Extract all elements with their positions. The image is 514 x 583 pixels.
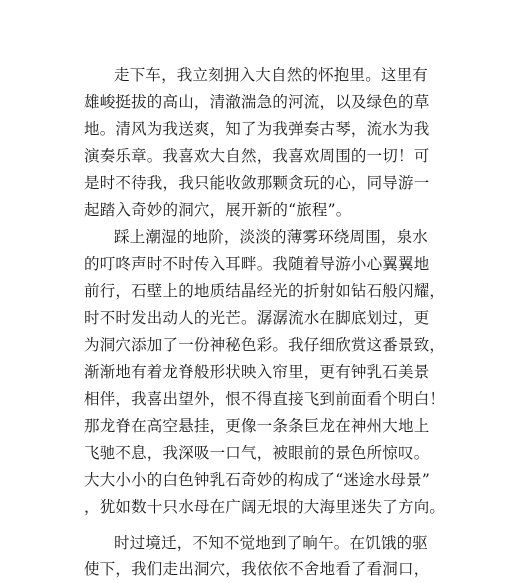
paragraph-1-line-6: 起踏入奇妙的洞穴，展开新的“旅程”。: [84, 201, 352, 219]
paragraph-2-line-8: 那龙脊在高空悬挂，更像一条条巨龙在神州大地上: [84, 417, 430, 435]
paragraph-1-line-3: 地。清风为我送爽，知了为我弹奏古琴，流水为我: [84, 120, 430, 138]
paragraph-1-line-5: 是时不待我，我只能收敛那颗贪玩的心，同导游一: [84, 174, 430, 192]
paragraph-3-line-1: 时过境迁，不知不觉地到了晌午。在饥饿的驱: [114, 534, 429, 552]
paragraph-3-line-2: 使下，我们走出洞穴，我依依不舍地看了看洞口，: [84, 560, 430, 578]
paragraph-2-line-2: 的叮咚声时不时传入耳畔。我随着导游小心翼翼地: [84, 255, 430, 273]
paragraph-2-line-9: 飞驰不息，我深吸一口气，被眼前的景色所惊叹。: [84, 444, 430, 462]
paragraph-2-line-6: 渐渐地有着龙脊般形状映入帘里，更有钟乳石美景: [84, 363, 430, 381]
paragraph-2-line-3: 前行，石壁上的地质结晶经光的折射如钻石般闪耀，: [84, 282, 446, 300]
paragraph-1-line-2: 雄峻挺拔的高山，清澈湍急的河流，以及绿色的草: [84, 93, 430, 111]
paragraph-2-line-11: ，犹如数十只水母在广阔无垠的大海里迷失了方向。: [84, 498, 446, 516]
paragraph-2-line-1: 踩上潮湿的地阶，淡淡的薄雾环绕周围，泉水: [114, 228, 429, 246]
paragraph-2-line-10: 大大小小的白色钟乳石奇妙的构成了“迷途水母景”: [84, 471, 430, 489]
paragraph-2-line-7: 相伴，我喜出望外，恨不得直接飞到前面看个明白！: [84, 390, 446, 408]
paragraph-2-line-4: 时不时发出动人的光芒。潺潺流水在脚底划过，更: [84, 309, 430, 327]
paragraph-1-line-4: 演奏乐章。我喜欢大自然，我喜欢周围的一切！可: [84, 147, 430, 165]
paragraph-1-line-1: 走下车，我立刻拥入大自然的怀抱里。这里有: [114, 66, 429, 84]
paragraph-2-line-5: 为洞穴添加了一份神秘色彩。我仔细欣赏这番景致，: [84, 336, 446, 354]
